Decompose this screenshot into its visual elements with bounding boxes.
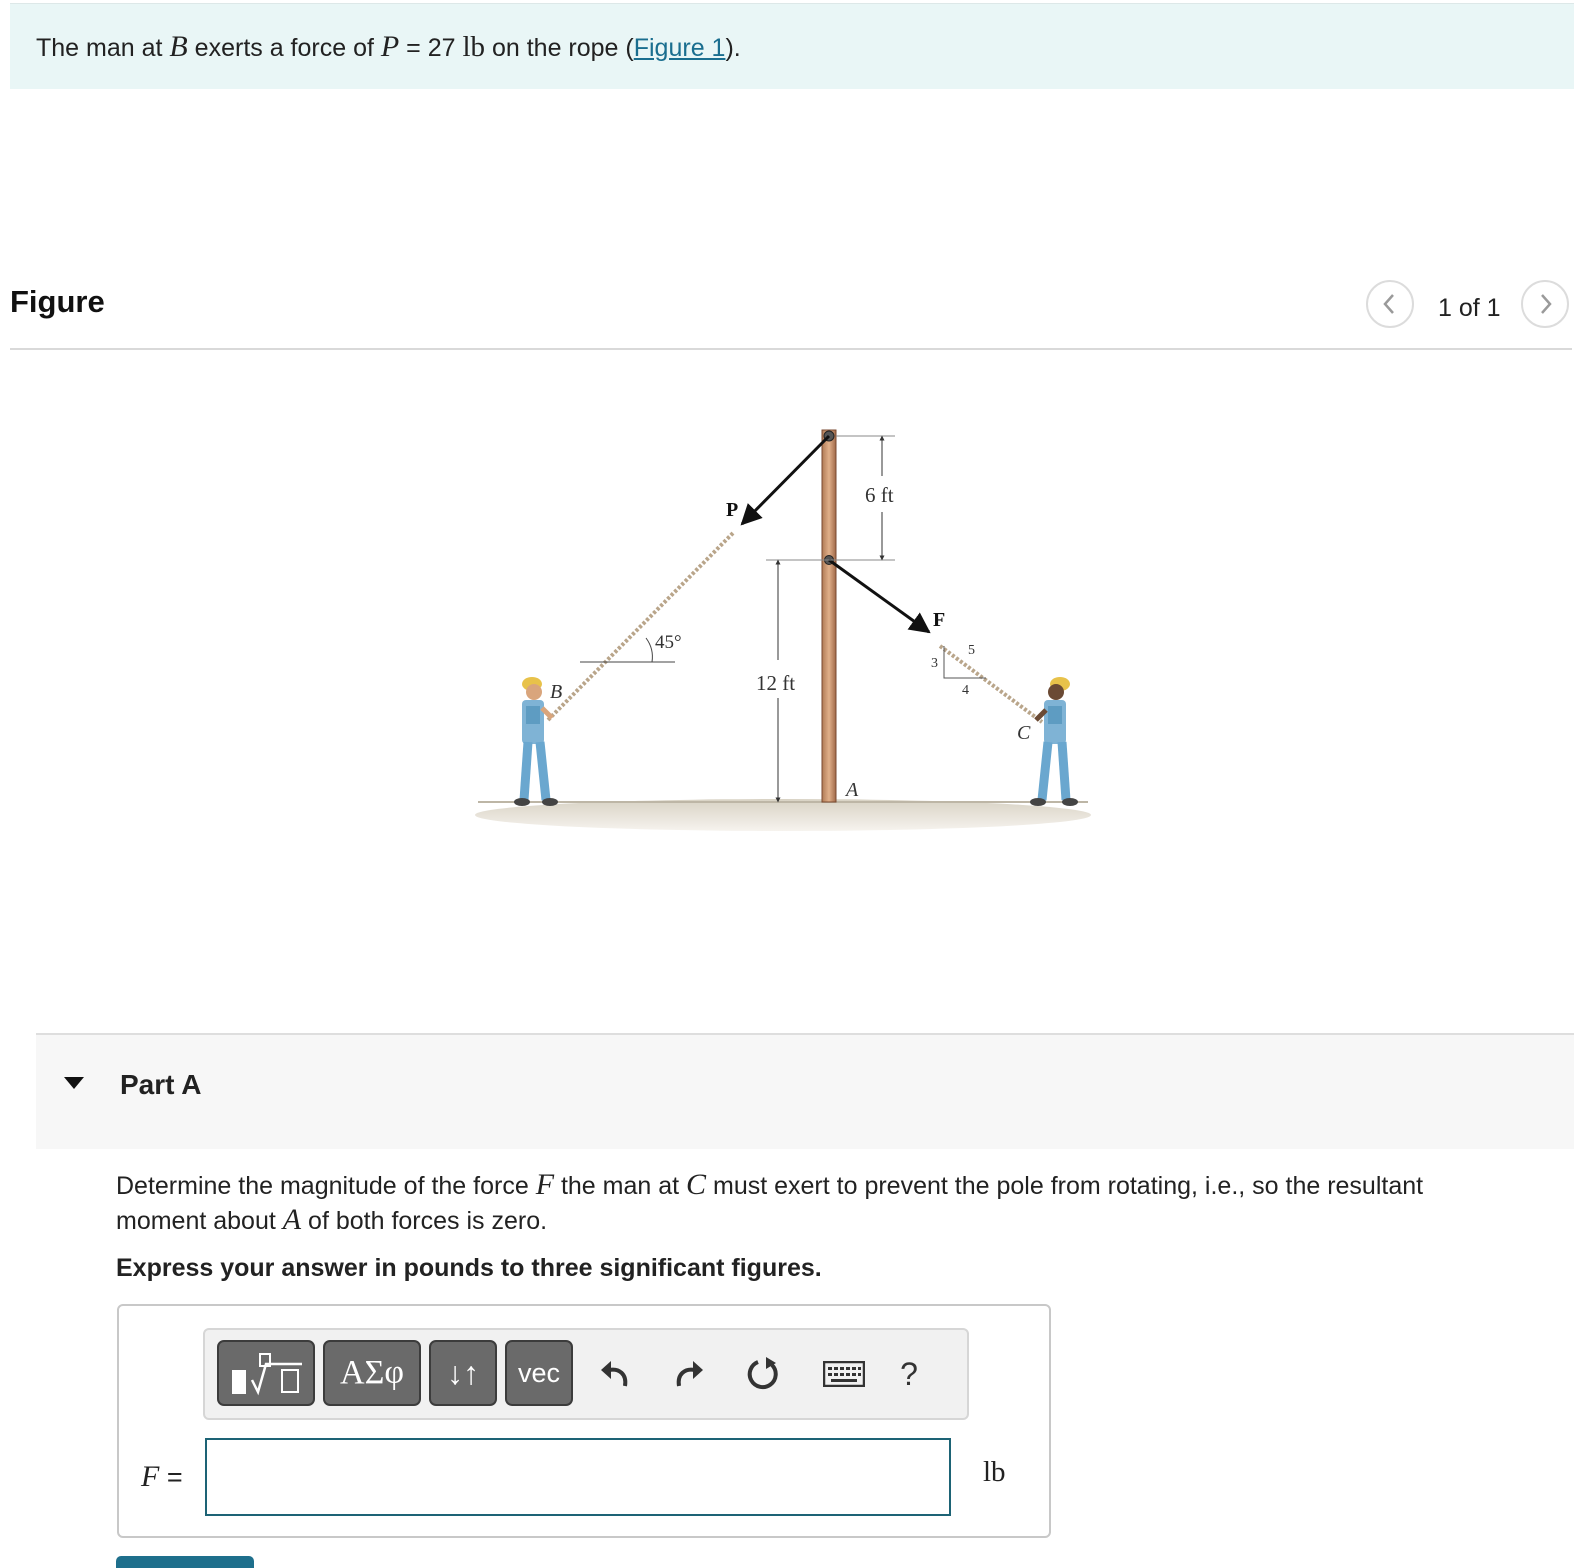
keyboard-icon (823, 1361, 865, 1387)
intro-text: The man at (36, 34, 170, 62)
figure-link[interactable]: Figure 1 (633, 34, 726, 62)
answer-box (117, 1304, 1051, 1538)
var-f-answer: F (141, 1460, 160, 1493)
answer-unit: lb (983, 1456, 1006, 1488)
label-a: A (846, 779, 859, 801)
question-fragment: Determine the magnitude of the force (116, 1172, 536, 1200)
rope-b (548, 532, 734, 720)
force-f-arrow (829, 560, 929, 632)
pole (822, 430, 836, 802)
slope-label-3: 3 (931, 656, 938, 671)
angle-label: 45° (655, 632, 682, 653)
slope-label-5: 5 (968, 643, 975, 658)
var-a: A (282, 1203, 302, 1236)
intro-text: on the rope ( (485, 34, 634, 62)
question-text (116, 1168, 1516, 1238)
var-f: F (535, 1168, 555, 1201)
reset-icon (744, 1355, 782, 1393)
problem-intro (10, 3, 1574, 89)
var-b: B (169, 30, 188, 63)
label-b: B (550, 681, 563, 703)
subscript-superscript-button[interactable]: ↓↑ (429, 1340, 497, 1406)
undo-icon (597, 1356, 633, 1392)
answer-input[interactable] (205, 1438, 951, 1516)
previous-figure-button[interactable] (1366, 280, 1414, 328)
chevron-left-icon (1380, 292, 1400, 316)
submit-button[interactable] (116, 1556, 254, 1568)
label-p: P (726, 499, 739, 521)
var-p: P (380, 30, 400, 63)
rope-c (940, 646, 1042, 722)
templates-button[interactable] (217, 1340, 315, 1406)
dim-6ft-label: 6 ft (865, 483, 894, 507)
slope-label-4: 4 (962, 683, 969, 698)
man-at-c (1030, 677, 1078, 806)
figure-title: Figure (10, 284, 105, 319)
label-f: F (933, 609, 946, 631)
question-fragment: of both forces is zero. (301, 1207, 548, 1235)
question-fragment: must exert to prevent the pole from rotating, i.e., so the resultant moment about (116, 1172, 1424, 1235)
label-c: C (1017, 722, 1031, 744)
part-a-title: Part A (120, 1069, 202, 1100)
angle-arc (646, 638, 652, 662)
vector-button[interactable]: vec (505, 1340, 573, 1406)
ground-shadow (475, 799, 1091, 831)
intro-unit: lb (462, 31, 486, 63)
slope-triangle (944, 646, 986, 678)
question-fragment: the man at (554, 1172, 687, 1200)
fraction-root-icon (226, 1348, 306, 1398)
reset-button[interactable] (735, 1344, 791, 1404)
intro-text: exerts a force of (187, 34, 381, 62)
var-c: C (686, 1168, 707, 1201)
figure-header (10, 278, 1572, 350)
force-p-arrow (742, 436, 829, 524)
answer-instruction: Express your answer in pounds to three significant figures. (116, 1254, 822, 1282)
redo-button[interactable] (661, 1344, 717, 1404)
help-button[interactable]: ? (900, 1355, 918, 1392)
answer-variable-label (141, 1460, 183, 1494)
figure-counter: 1 of 1 (1438, 294, 1501, 322)
part-a-header[interactable] (36, 1033, 1574, 1149)
undo-button[interactable] (587, 1344, 643, 1404)
chevron-right-icon (1535, 292, 1555, 316)
intro-value: = 27 (399, 34, 463, 62)
next-figure-button[interactable] (1521, 280, 1569, 328)
figure-diagram (470, 420, 1100, 850)
intro-text: ). (725, 34, 741, 62)
dim-12ft-label: 12 ft (756, 671, 796, 695)
redo-icon (671, 1356, 707, 1392)
keyboard-button[interactable] (809, 1344, 879, 1404)
math-toolbar (203, 1328, 969, 1420)
caret-down-icon[interactable] (62, 1075, 86, 1091)
equals-sign: = (159, 1462, 183, 1492)
greek-symbols-button[interactable]: ΑΣφ (323, 1340, 421, 1406)
